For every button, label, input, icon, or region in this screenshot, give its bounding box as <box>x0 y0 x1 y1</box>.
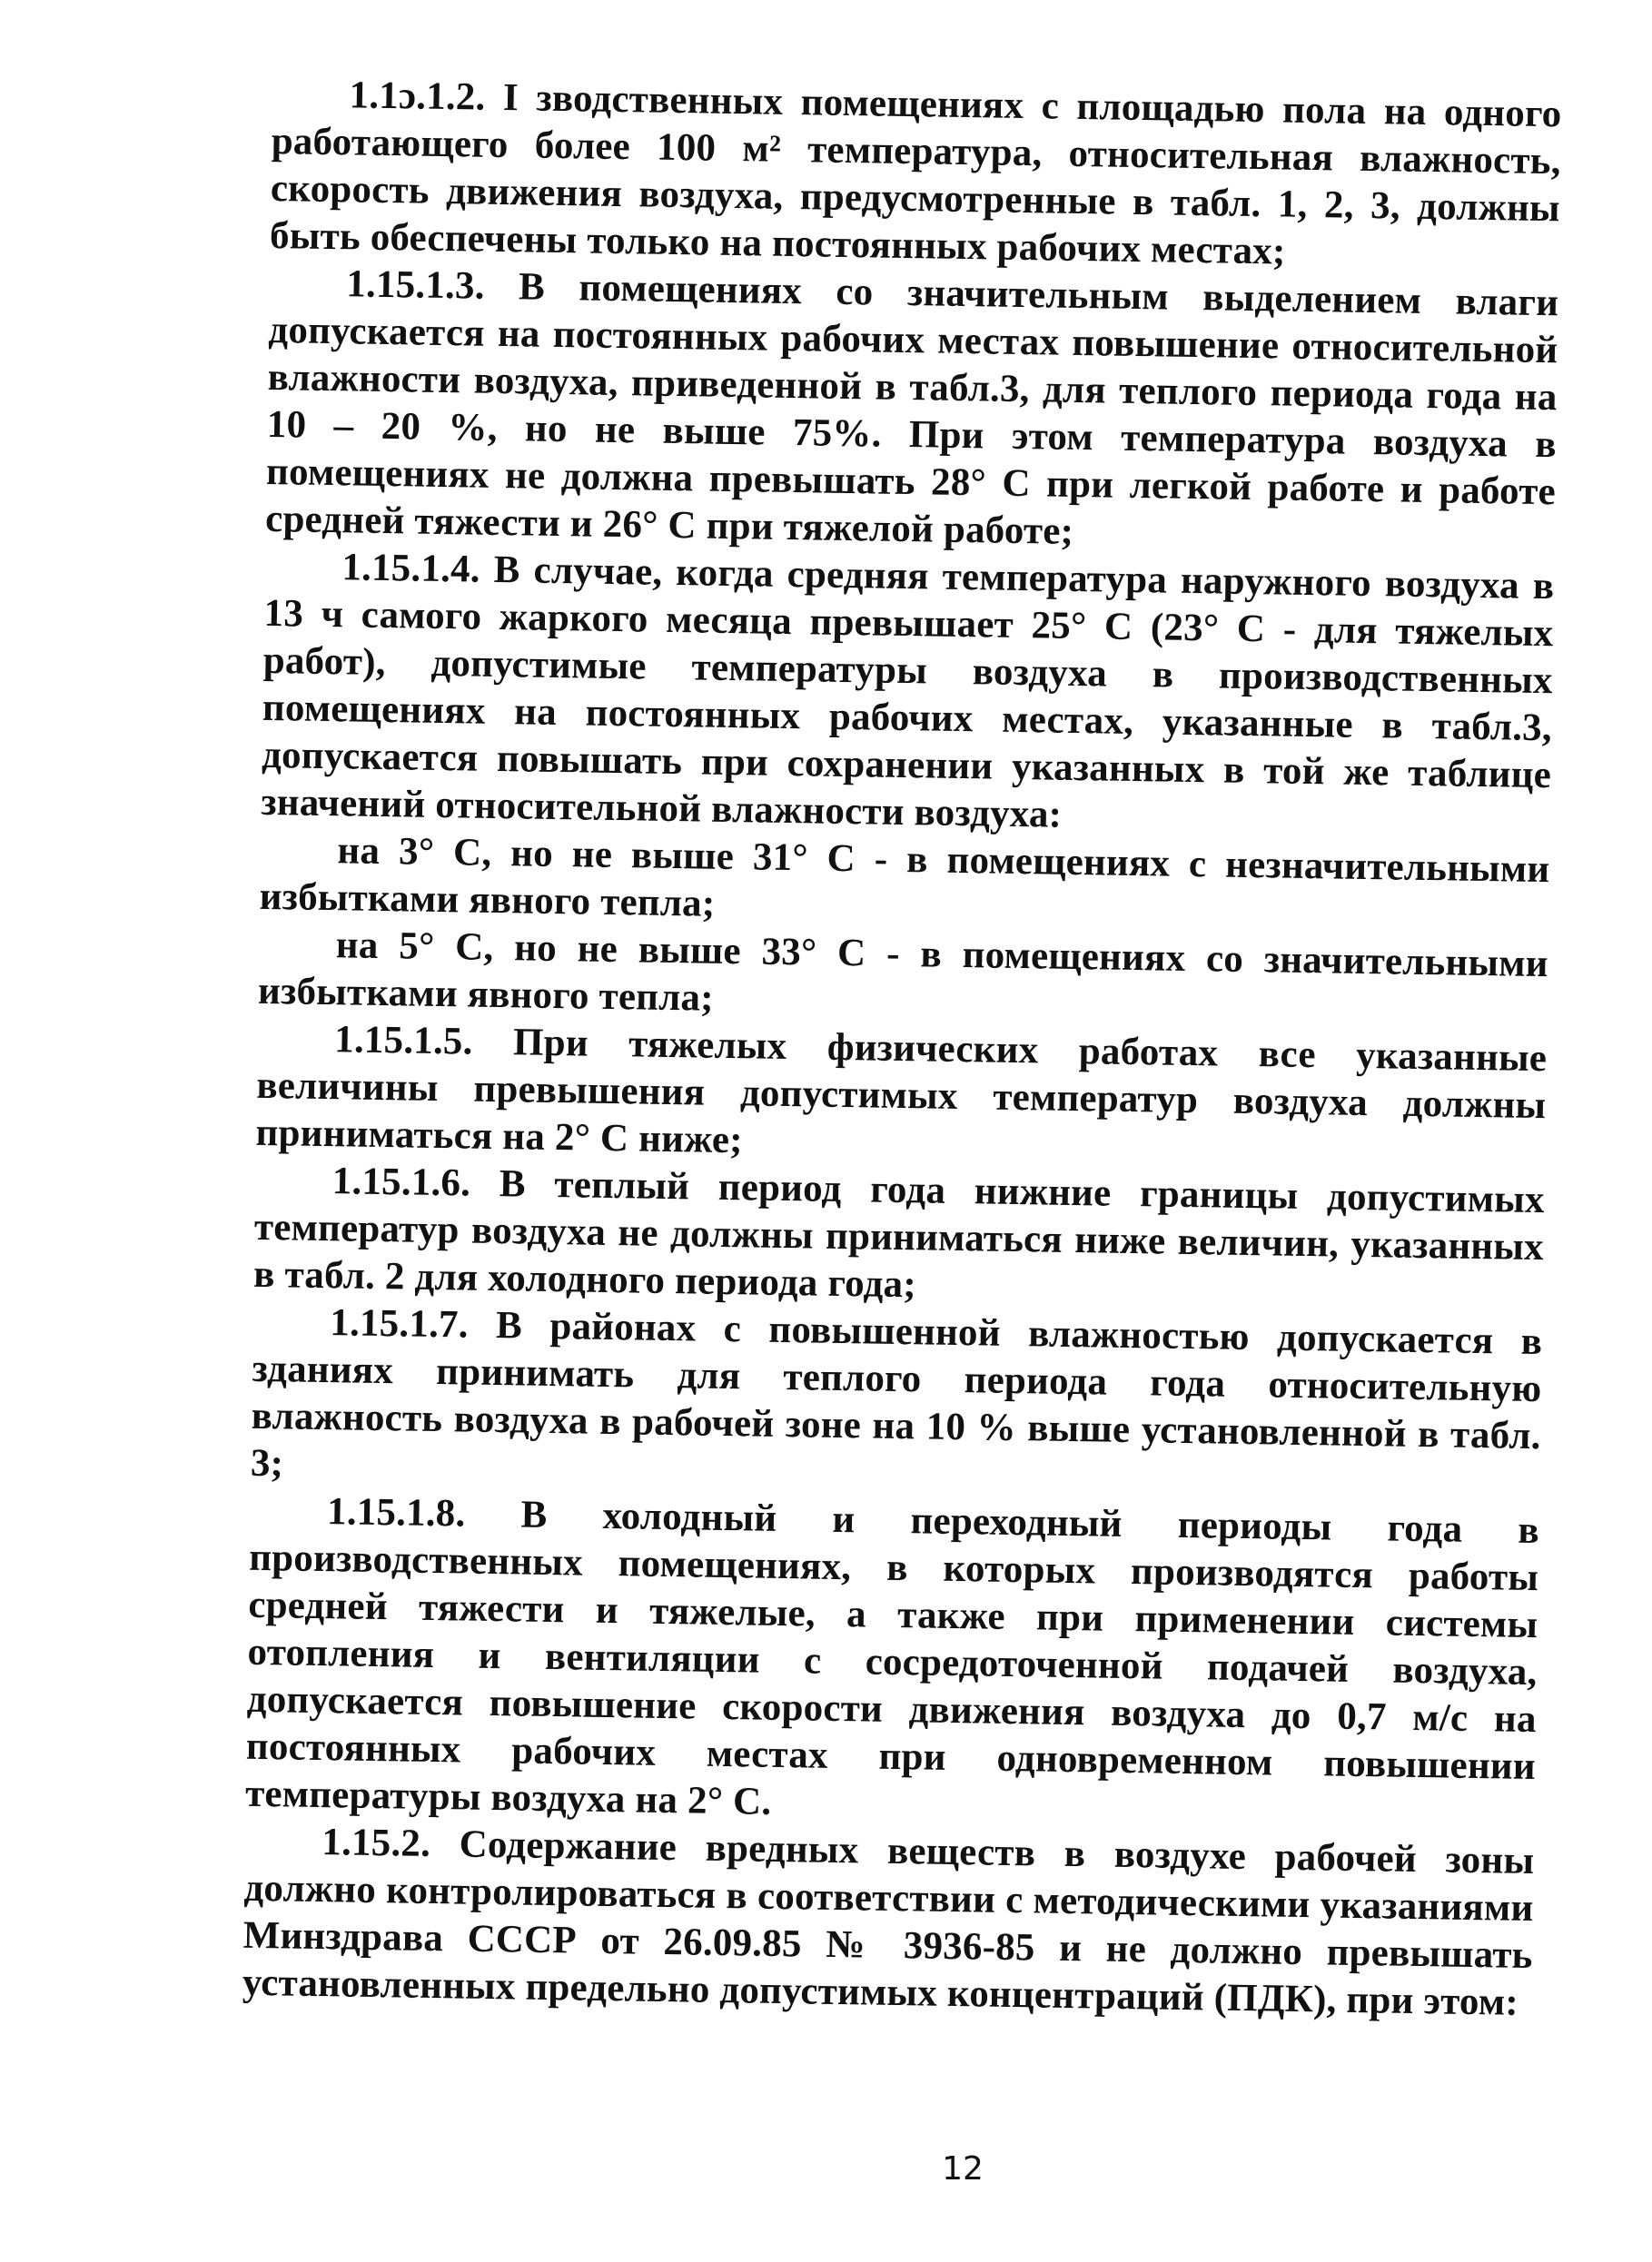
paragraph-1-15-1-7: 1.15.1.7. В районах с повышенной влажностью допускается в зданиях принимать для теплого периода года относительную влажность воздуха в рабочей зоне на 10 % выше установленной в табл. 3; <box>250 1301 1543 1486</box>
paragraph-condition-5-degrees: на 5° С, но не выше 33° С - в помещениях со значительными избытками явного тепла; <box>257 924 1549 1020</box>
paragraph-1-15-1-4: 1.15.1.4. В случае, когда средняя температура наружного воздуха в 13 ч самого жаркого месяца превышает 25° С (23° С - для тяжелых работ), допустимые температуры воздуха в производственных помещениях на постоянных рабочих местах, указанные в табл.3, допускается повышать при сохранении указанных в той же таблице значений относительной влажности воздуха: <box>260 546 1555 836</box>
paragraph-condition-3-degrees: на 3° С, но не выше 31° С - в помещениях с незначительными избытками явного тепла; <box>259 829 1550 925</box>
paragraph-1-15-1-6: 1.15.1.6. В теплый период года нижние границы допустимых температур воздуха не должны приниматься ниже величин, указанных в табл. 2 для холодного периода года; <box>252 1160 1546 1307</box>
paragraph-1-15-1-3: 1.15.1.3. В помещениях со значительным выделением влаги допускается на постоянных рабочих местах повышение относительной влажности воздуха, приведенной в табл.3, для теплого периода года на 10 – 20 %, но не выше 75%. При этом температура воздуха в помещениях не должна превышать 28° С при легкой работе и работе средней тяжести и 26° С при тяжелой работе; <box>264 262 1559 553</box>
body-text <box>242 71 1562 2027</box>
page-number: 12 <box>942 2150 984 2188</box>
paragraph-1-15-1-2: 1.1ɔ.1.2. І зводственных помещениях с площадью пола на одного работающего более 100 м² температура, относительная влажность, скорость движения воздуха, предусмотренные в табл. 1, 2, 3, должны быть обеспечены только на постоянных рабочих местах; <box>269 74 1562 273</box>
paragraph-1-15-2: 1.15.2. Содержание вредных веществ в воздухе рабочей зоны должно контролироваться в соответствии с методическими указаниями Минздрава СССР от 26.09.85 № 3936-85 и не должно превышать установленных предельно допустимых концентраций (ПДК), при этом: <box>242 1821 1535 2024</box>
paragraph-1-15-1-5: 1.15.1.5. При тяжелых физических работах все указанные величины превышения допустимых температур воздуха должны приниматься на 2° С ниже; <box>255 1018 1548 1162</box>
paragraph-1-15-1-8: 1.15.1.8. В холодный и переходный периоды года в производственных помещениях, в которых производятся работы средней тяжести и тяжелые, а также при применении системы отопления и вентиляции с сосредоточенной подачей воздуха, допускается повышение скорости движения воздуха до 0,7 м/с на постоянных рабочих местах при одновременном повышении температуры воздуха на 2° С. <box>244 1490 1540 1823</box>
